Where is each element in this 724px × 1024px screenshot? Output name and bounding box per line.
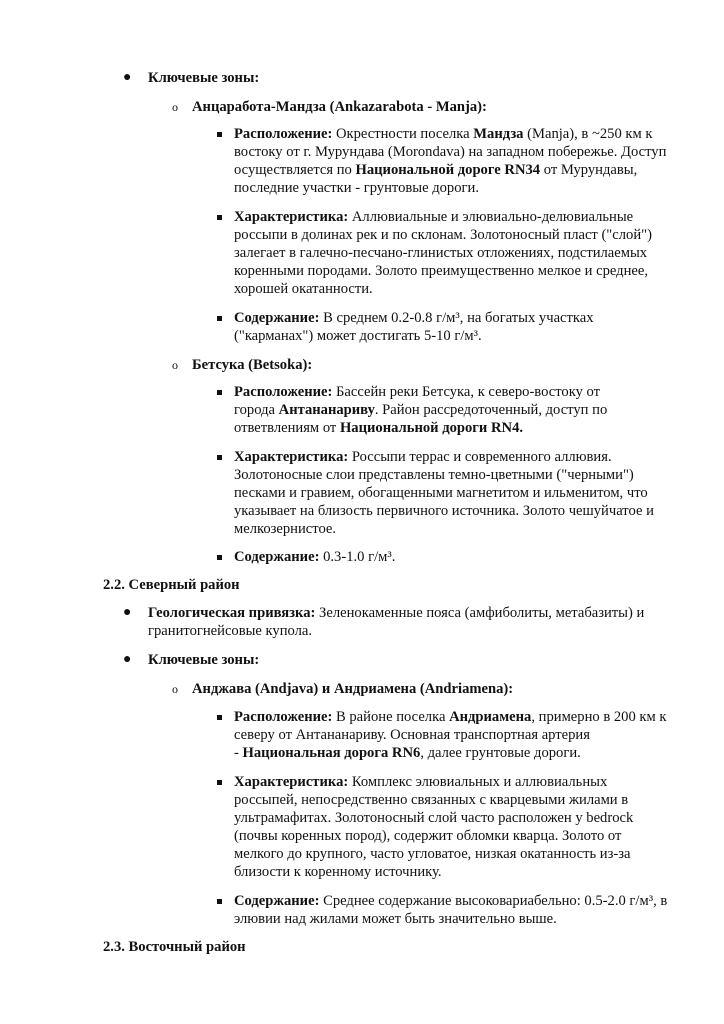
bullet-square-icon	[217, 390, 222, 395]
bullet-dot-icon: ●	[123, 652, 132, 667]
zone2-content-line-1: Содержание: 0.3-1.0 г/м³.	[234, 549, 396, 565]
zone3-content-line-2: элювии над жилами может быть значительно выше.	[234, 911, 557, 927]
bullet-circle-icon: o	[172, 682, 178, 696]
zone-title-ankazarabota: Анцаработа-Мандза (Ankazarabota - Manja):	[192, 99, 487, 115]
zone3-location-line-2: северу от Антананариву. Основная транспортная артерия	[234, 727, 590, 743]
bullet-square-icon	[217, 316, 222, 321]
bullet-dot-icon: ●	[123, 605, 132, 620]
zone1-content-line-2: ("карманах") может достигать 5-10 г/м³.	[234, 328, 482, 344]
zone1-char-line-2: россыпи в долинах рек и по склонам. Золотоносный пласт ("слой")	[234, 227, 652, 243]
zone3-location-line-1: Расположение: В районе поселка Андриамена, примерно в 200 км к	[234, 709, 667, 725]
bullet-square-icon	[217, 715, 222, 720]
geo-line-2: гранитогнейсовые купола.	[148, 623, 313, 639]
bullet-square-icon	[217, 899, 222, 904]
key-zones-title: Ключевые зоны:	[148, 70, 260, 86]
zone2-char-line-5: мелкозернистое.	[234, 521, 337, 537]
bullet-square-icon	[217, 215, 222, 220]
zone1-content-line-1: Содержание: В среднем 0.2-0.8 г/м³, на богатых участках	[234, 310, 594, 326]
zone3-char-line-2: россыпей, непосредственно связанных с кварцевыми жилами в	[234, 792, 629, 808]
zone3-char-line-4: (почвы коренных пород), содержит обломки кварца. Золото от	[234, 828, 622, 844]
zone1-location-line-4: последние участки - грунтовые дороги.	[234, 180, 479, 196]
zone1-char-line-1: Характеристика: Аллювиальные и элювиально-делювиальные	[234, 209, 634, 225]
zone-title-andjava: Анджава (Andjava) и Андриамена (Andriamena):	[192, 681, 514, 697]
zone1-location-line-3: осуществляется по Национальной дороге RN34 от Мурундавы,	[234, 162, 638, 178]
zone1-location-line-1: Расположение: Окрестности поселка Мандза (Manja), в ~250 км к	[234, 126, 653, 142]
bullet-circle-icon: o	[172, 100, 178, 114]
bullet-dot-icon: ●	[123, 70, 132, 85]
bullet-circle-icon: o	[172, 358, 178, 372]
zone3-char-line-1: Характеристика: Комплекс элювиальных и аллювиальных	[234, 774, 608, 790]
zone2-location-line-3: ответвлениям от Национальной дороги RN4.	[234, 420, 524, 436]
zone3-content-line-1: Содержание: Среднее содержание высоковариабельно: 0.5-2.0 г/м³, в	[234, 893, 668, 909]
zone2-location-line-1: Расположение: Бассейн реки Бетсука, к северо-востоку от	[234, 384, 601, 400]
section-heading-2-2: 2.2. Северный район	[103, 577, 240, 593]
zone3-char-line-6: близости к коренному источнику.	[234, 864, 442, 880]
zone2-char-line-2: Золотоносные слои представлены темно-цветными ("черными")	[234, 467, 634, 483]
bullet-square-icon	[217, 780, 222, 785]
bullet-square-icon	[217, 132, 222, 137]
bullet-square-icon	[217, 455, 222, 460]
bullet-square-icon	[217, 555, 222, 560]
section-heading-2-3: 2.3. Восточный район	[103, 939, 246, 955]
zone-title-betsoka: Бетсука (Betsoka):	[192, 357, 313, 373]
zone2-location-line-2: города Антананариву. Район рассредоточенный, доступ по	[234, 402, 608, 418]
zone3-char-line-5: мелкого до крупного, часто угловатое, низкая окатанность из-за	[234, 846, 631, 862]
zone1-char-line-5: хорошей окатанности.	[234, 281, 373, 297]
zone2-char-line-1: Характеристика: Россыпи террас и современного аллювия.	[234, 449, 612, 465]
zone3-location-line-3: - Национальная дорога RN6, далее грунтовые дороги.	[234, 745, 581, 761]
zone2-char-line-3: песками и гравием, обогащенными магнетитом и ильменитом, что	[234, 485, 648, 501]
zone1-location-line-2: востоку от г. Мурундава (Morondava) на западном побережье. Доступ	[234, 144, 667, 160]
zone1-char-line-4: коренными породами. Золото преимущественно мелкое и среднее,	[234, 263, 649, 279]
geo-line-1: Геологическая привязка: Зеленокаменные пояса (амфиболиты, метабазиты) и	[148, 605, 645, 621]
key-zones-title-2: Ключевые зоны:	[148, 652, 260, 668]
zone1-char-line-3: залегает в галечно-песчано-глинистых отложениях, подстилаемых	[234, 245, 648, 261]
zone2-char-line-4: указывает на близость первичного источника. Золото чешуйчатое и	[234, 503, 654, 519]
zone3-char-line-3: ультрамафитах. Золотоносный слой часто расположен у bedrock	[234, 810, 634, 826]
